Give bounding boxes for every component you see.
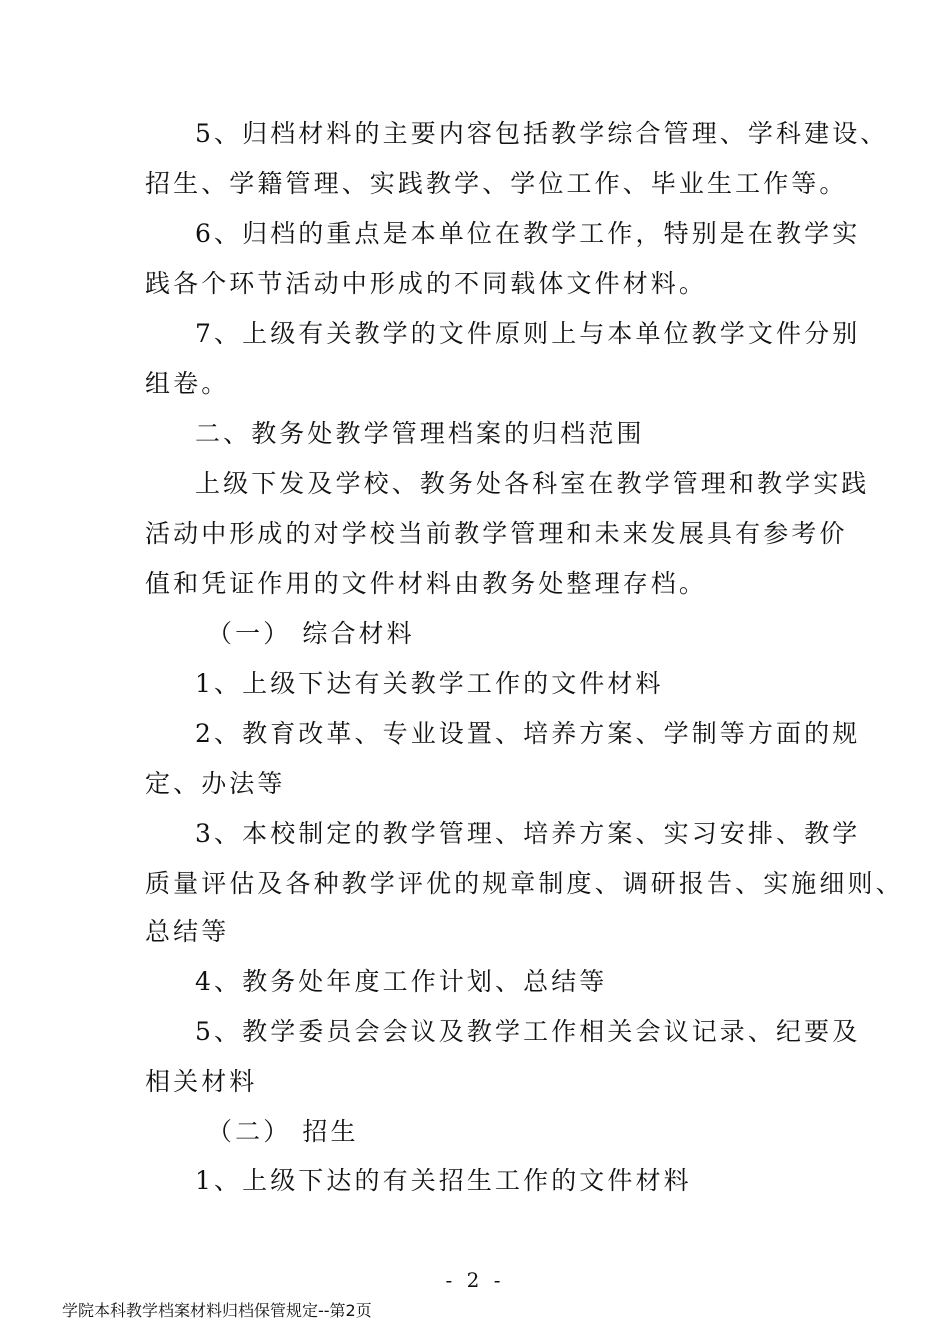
list-item-continuation: 定、办法等 — [145, 769, 286, 798]
paragraph-line: 践各个环节活动中形成的不同载体文件材料。 — [145, 269, 708, 298]
section-heading: 二、教务处教学管理档案的归档范围 — [195, 419, 645, 448]
list-item-continuation: 总结等 — [145, 917, 230, 946]
paragraph-line: 上级下发及学校、教务处各科室在教学管理和教学实践 — [195, 469, 870, 498]
paragraph-line: 5、归档材料的主要内容包括教学综合管理、学科建设、 — [195, 119, 889, 148]
subsection-heading: （一） 综合材料 — [207, 619, 415, 648]
paragraph-line: 活动中形成的对学校当前教学管理和未来发展具有参考价 — [145, 519, 848, 548]
list-item-continuation: 相关材料 — [145, 1067, 258, 1096]
paragraph-line: 7、上级有关教学的文件原则上与本单位教学文件分别 — [195, 319, 861, 348]
paragraph-line: 6、归档的重点是本单位在教学工作，特别是在教学实 — [195, 219, 861, 248]
footer-caption: 学院本科教学档案材料归档保管规定--第2页 — [62, 1301, 372, 1320]
list-item-continuation: 质量评估及各种教学评优的规章制度、调研报告、实施细则、 — [145, 869, 904, 898]
paragraph-line: 值和凭证作用的文件材料由教务处整理存档。 — [145, 569, 708, 598]
page-number: - 2 - — [445, 1268, 505, 1292]
list-item: 1、上级下达有关教学工作的文件材料 — [195, 669, 664, 698]
subsection-heading: （二） 招生 — [207, 1117, 359, 1146]
list-item: 3、本校制定的教学管理、培养方案、实习安排、教学 — [195, 819, 861, 848]
list-item: 2、教育改革、专业设置、培养方案、学制等方面的规 — [195, 719, 861, 748]
list-item: 4、教务处年度工作计划、总结等 — [195, 967, 608, 996]
list-item: 1、上级下达的有关招生工作的文件材料 — [195, 1166, 692, 1195]
paragraph-line: 招生、学籍管理、实践教学、学位工作、毕业生工作等。 — [145, 169, 848, 198]
paragraph-line: 组卷。 — [145, 369, 230, 398]
list-item: 5、教学委员会会议及教学工作相关会议记录、纪要及 — [195, 1017, 861, 1046]
